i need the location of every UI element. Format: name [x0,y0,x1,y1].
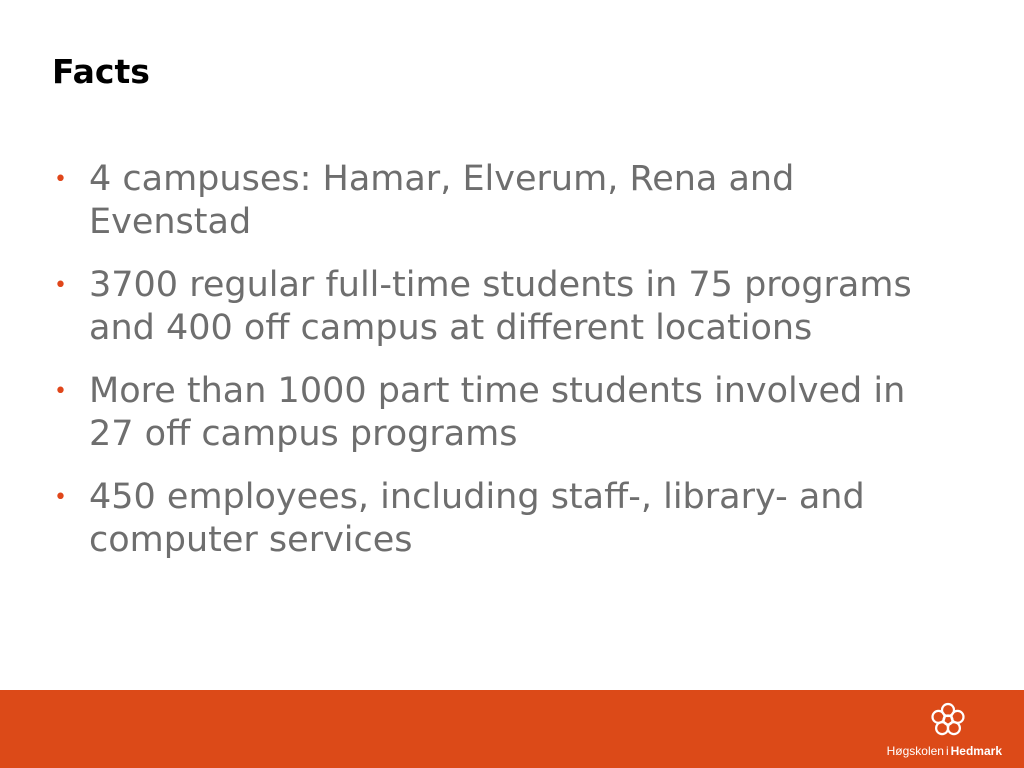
logo-text-strong: Hedmark [950,744,1002,758]
slide-title: Facts [52,52,150,91]
logo-text-prefix: Høgskolen [886,744,944,758]
institution-logo [882,698,1002,762]
bullet-item-employees [52,476,952,562]
bullet-item-students [52,264,952,350]
bullet-text: 4 campuses: Hamar, Elverum, Rena and Evenstad [89,159,795,242]
bullet-dot-icon: • [54,485,67,510]
bullet-dot-icon: • [54,273,67,298]
logo-wordmark [887,744,1002,758]
bullet-text: 450 employees, including staff-, library- and computer services [89,477,865,560]
bullet-dot-icon: • [54,167,67,192]
bullet-list [52,158,952,582]
bullet-text: 3700 regular full-time students in 75 programs and 400 off campus at different locations [89,265,912,348]
logo-text-separator: i [945,744,949,758]
bullet-item-campuses [52,158,952,244]
bullet-text: More than 1000 part time students involved in 27 off campus programs [89,371,906,454]
bullet-item-part-time [52,370,952,456]
knot-emblem-icon [928,700,968,740]
footer-band [0,690,1024,768]
bullet-dot-icon: • [54,379,67,404]
